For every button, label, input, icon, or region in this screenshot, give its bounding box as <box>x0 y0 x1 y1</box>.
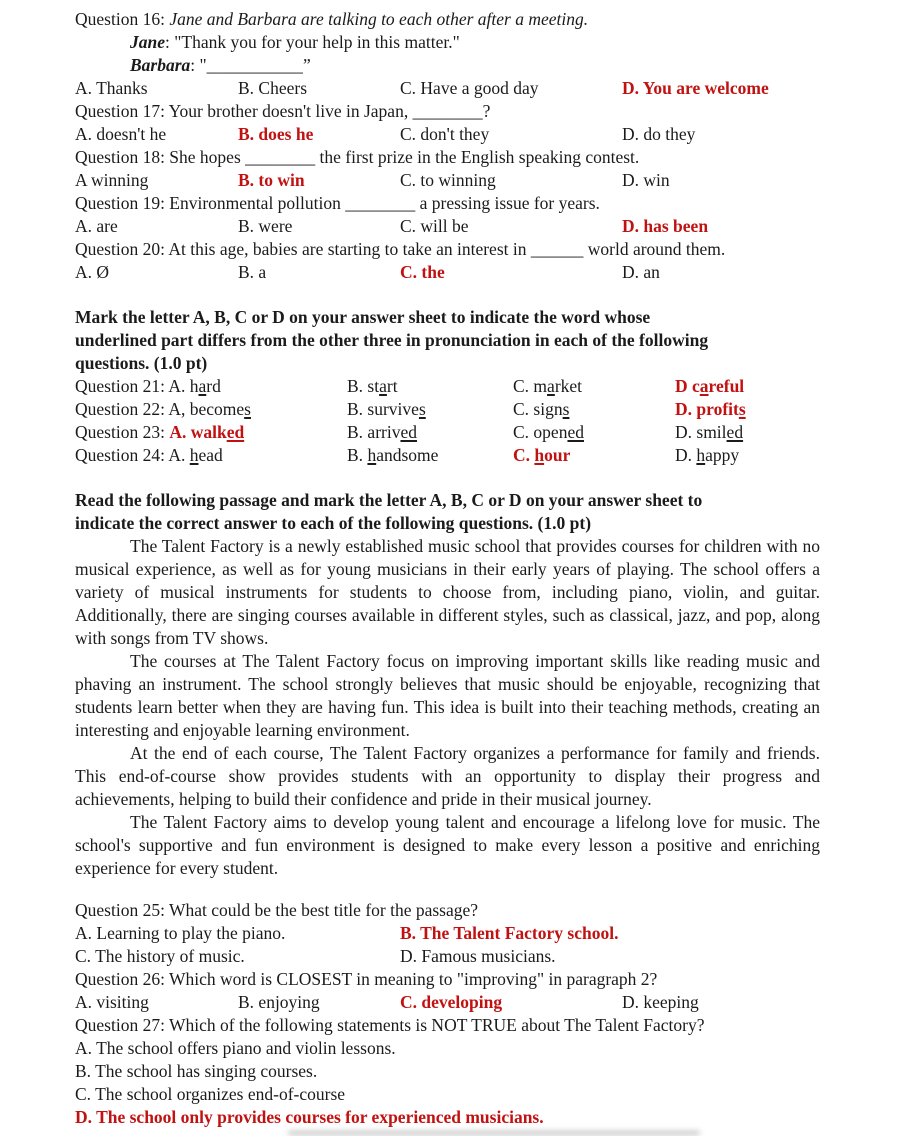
underlined-letter: h <box>696 445 706 465</box>
text-segment: Question 24: A. <box>75 445 190 465</box>
q20-stem <box>75 238 820 261</box>
text-segment: A. Learning to play the piano. <box>75 923 286 943</box>
text-segment: rt <box>386 376 398 396</box>
passage-paragraph-2 <box>75 650 820 742</box>
text-segment: Question 16: <box>75 9 170 29</box>
passage-paragraph-3 <box>75 742 820 811</box>
text-segment: A. Thanks <box>75 78 148 98</box>
text-segment: C. <box>513 445 535 465</box>
text-segment: D. smil <box>675 422 727 442</box>
option <box>75 169 238 192</box>
option <box>622 215 820 238</box>
option <box>347 375 513 398</box>
q24-row <box>75 444 820 467</box>
text-segment: B. does he <box>238 124 314 144</box>
option <box>513 421 675 444</box>
q27-option-b <box>75 1060 820 1083</box>
option <box>400 77 622 100</box>
text-segment: B. st <box>347 376 380 396</box>
option <box>400 922 820 945</box>
option <box>400 123 622 146</box>
underlined-letter: h <box>367 445 377 465</box>
passage-paragraph-4 <box>75 811 820 880</box>
text-segment: B. survive <box>347 399 419 419</box>
text-segment: D. keeping <box>622 992 699 1012</box>
option <box>75 375 347 398</box>
text-segment: The Talent Factory is a newly established music school that provides courses for children with no musical experience, as well as for young musicians in their early years of playing. The school offers a variety of musical instruments for students to choose from, including piano, violin, and guitar. Additionally, there are singing courses available in different styles, such as classical, jazz, and pop, along with songs from TV shows. <box>75 536 820 648</box>
option <box>622 77 820 100</box>
text-segment: B. <box>347 445 368 465</box>
text-segment: B. enjoying <box>238 992 320 1012</box>
passage-paragraph-1 <box>75 535 820 650</box>
text-segment: C. don't they <box>400 124 490 144</box>
text-segment: rket <box>554 376 583 396</box>
text-segment: Question 22: A, become <box>75 399 245 419</box>
option <box>75 922 400 945</box>
q18-options <box>75 169 820 192</box>
text-segment: Question 20: At this age, babies are starting to take an interest in ______ world around them. <box>75 239 726 259</box>
text-segment: : "Thank you for your help in this matter." <box>165 32 460 52</box>
text-segment: D. Famous musicians. <box>400 946 556 966</box>
text-segment: D. <box>675 445 697 465</box>
underlined-letter: a <box>379 376 387 396</box>
text-segment: The Talent Factory aims to develop young talent and encourage a lifelong love for music. The school's supportive and fun environment is designed to make every lesson a positive and enriching experience for every student. <box>75 812 820 878</box>
q16-dialogue-jane <box>75 31 820 54</box>
underlined-letter: s <box>738 399 746 419</box>
q19-options <box>75 215 820 238</box>
option <box>75 77 238 100</box>
option <box>75 261 238 284</box>
option <box>238 261 400 284</box>
text-segment: C. open <box>513 422 568 442</box>
text-segment: Question 26: Which word is CLOSEST in meaning to "improving" in paragraph 2? <box>75 969 658 989</box>
option <box>400 261 622 284</box>
underlined-letter: ed <box>726 422 744 442</box>
underlined-letter: h <box>534 445 545 465</box>
q21-row <box>75 375 820 398</box>
text-segment: B. The Talent Factory school. <box>400 923 619 943</box>
text-segment: indicate the correct answer to each of the following questions. (1.0 pt) <box>75 513 592 533</box>
q27-option-d <box>75 1106 820 1129</box>
text-segment: A winning <box>75 170 149 190</box>
underlined-letter: s <box>418 399 426 419</box>
q19-stem <box>75 192 820 215</box>
text-segment: At the end of each course, The Talent Factory organizes a performance for family and friends. This end-of-course show provides students with an opportunity to display their progress and achievements, helping to build their confidence and pride in their musical journey. <box>75 743 820 809</box>
option <box>622 169 820 192</box>
text-segment: B. The school has singing courses. <box>75 1061 318 1081</box>
document-content <box>75 8 820 1129</box>
text-segment: A. walk <box>169 422 227 442</box>
q16-options <box>75 77 820 100</box>
option <box>513 375 675 398</box>
option <box>622 123 820 146</box>
option <box>675 398 820 421</box>
text-segment: ead <box>198 445 223 465</box>
text-segment: appy <box>705 445 740 465</box>
option <box>75 945 400 968</box>
text-segment: : "___________ <box>190 55 303 75</box>
q26-options <box>75 991 820 1014</box>
pronunciation-heading-line-1 <box>75 306 820 329</box>
text-segment: D c <box>675 376 700 396</box>
text-segment: andsome <box>376 445 439 465</box>
option <box>400 169 622 192</box>
text-segment: our <box>544 445 571 465</box>
option <box>238 215 400 238</box>
option <box>622 261 820 284</box>
q27-stem <box>75 1014 820 1037</box>
reading-heading-line-1 <box>75 489 820 512</box>
text-segment: Question 27: Which of the following statements is NOT TRUE about The Talent Factory? <box>75 1015 705 1035</box>
text-segment: A. are <box>75 216 118 236</box>
text-segment: B. a <box>238 262 267 282</box>
text-segment: C. m <box>513 376 548 396</box>
text-segment: C. will be <box>400 216 469 236</box>
option <box>238 991 400 1014</box>
option <box>75 444 347 467</box>
option <box>75 991 238 1014</box>
text-segment: C. to winning <box>400 170 496 190</box>
text-segment: D. do they <box>622 124 696 144</box>
text-segment: D. profit <box>675 399 739 419</box>
text-segment: Barbara <box>130 55 191 75</box>
option <box>622 991 820 1014</box>
text-segment: D. You are welcome <box>622 78 769 98</box>
text-segment: B. were <box>238 216 293 236</box>
scan-artifact <box>288 1131 700 1135</box>
underlined-letter: s <box>244 399 251 419</box>
text-segment: D. an <box>622 262 660 282</box>
q18-stem <box>75 146 820 169</box>
option <box>238 169 400 192</box>
option <box>675 421 820 444</box>
q25-stem <box>75 899 820 922</box>
text-segment: Question 23: <box>75 422 170 442</box>
q16-dialogue-barbara <box>75 54 820 77</box>
underlined-letter: s <box>562 399 570 419</box>
text-segment: Jane <box>130 32 165 52</box>
text-segment: Question 17: Your brother doesn't live in Japan, ________? <box>75 101 491 121</box>
text-segment: C. sign <box>513 399 563 419</box>
text-segment: C. the <box>400 262 445 282</box>
q16-stem <box>75 8 820 31</box>
option <box>75 123 238 146</box>
option <box>347 398 513 421</box>
text-segment: C. Have a good day <box>400 78 539 98</box>
text-segment: Mark the letter A, B, C or D on your answer sheet to indicate the word whose <box>75 307 651 327</box>
text-segment: Question 18: She hopes ________ the first prize in the English speaking contest. <box>75 147 640 167</box>
q27-option-c <box>75 1083 820 1106</box>
text-segment: Jane and Barbara are talking to each other after a meeting. <box>169 9 589 29</box>
text-segment: Read the following passage and mark the letter A, B, C or D on your answer sheet to <box>75 490 703 510</box>
reading-heading-line-2 <box>75 512 820 535</box>
q26-stem <box>75 968 820 991</box>
q23-row <box>75 421 820 444</box>
option <box>238 77 400 100</box>
underlined-letter: ed <box>567 422 584 442</box>
underlined-letter: ed <box>226 422 245 442</box>
q20-options <box>75 261 820 284</box>
option <box>238 123 400 146</box>
pronunciation-heading-line-2 <box>75 329 820 352</box>
option <box>347 421 513 444</box>
option <box>675 444 820 467</box>
underlined-letter: a <box>699 376 709 396</box>
text-segment: The courses at The Talent Factory focus on improving important skills like reading music and phaving an instrument. The school strongly believes that music should be enjoyable, recognizing that students learn better when they are having fun. This idea is built into their teaching methods, creating an interesting and enjoyable learning environment. <box>75 651 820 740</box>
q27-option-a <box>75 1037 820 1060</box>
text-segment: D. The school only provides courses for experienced musicians. <box>75 1107 544 1127</box>
option <box>400 991 622 1014</box>
text-segment: underlined part differs from the other three in pronunciation in each of the following <box>75 330 709 350</box>
q17-options <box>75 123 820 146</box>
option <box>400 945 820 968</box>
option <box>513 444 675 467</box>
text-segment: questions. (1.0 pt) <box>75 353 208 373</box>
text-segment: C. The school organizes end-of-course <box>75 1084 346 1104</box>
q25-options-cd <box>75 945 820 968</box>
option <box>75 421 347 444</box>
text-segment: A. doesn't he <box>75 124 167 144</box>
option <box>513 398 675 421</box>
q25-options-ab <box>75 922 820 945</box>
q17-stem <box>75 100 820 123</box>
text-segment: A. Ø <box>75 262 110 282</box>
q22-row <box>75 398 820 421</box>
underlined-letter: h <box>189 445 199 465</box>
text-segment: B. Cheers <box>238 78 308 98</box>
text-segment: B. to win <box>238 170 305 190</box>
underlined-letter: a <box>547 376 555 396</box>
text-segment: Question 19: Environmental pollution ________ a pressing issue for years. <box>75 193 600 213</box>
option <box>75 215 238 238</box>
text-segment: Question 25: What could be the best title for the passage? <box>75 900 479 920</box>
text-segment: reful <box>708 376 745 396</box>
text-segment: C. developing <box>400 992 503 1012</box>
text-segment: ” <box>302 55 311 75</box>
pronunciation-heading-line-3 <box>75 352 820 375</box>
text-segment: C. The history of music. <box>75 946 245 966</box>
text-segment: A. The school offers piano and violin lessons. <box>75 1038 396 1058</box>
text-segment: D. win <box>622 170 670 190</box>
option <box>400 215 622 238</box>
text-segment: D. has been <box>622 216 709 236</box>
underlined-letter: a <box>198 376 207 396</box>
underlined-letter: ed <box>400 422 417 442</box>
text-segment: Question 21: A. h <box>75 376 199 396</box>
text-segment: rd <box>206 376 221 396</box>
option <box>347 444 513 467</box>
option <box>675 375 820 398</box>
text-segment: B. arriv <box>347 422 401 442</box>
text-segment: A. visiting <box>75 992 149 1012</box>
option <box>75 398 347 421</box>
